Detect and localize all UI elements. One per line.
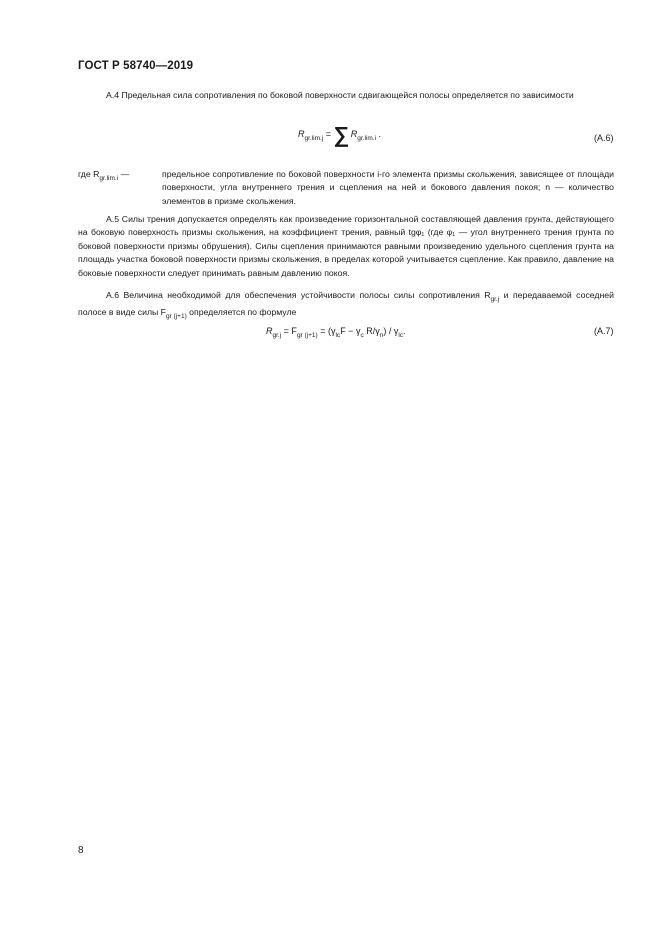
document-header: ГОСТ Р 58740—2019	[78, 60, 194, 72]
formula-a6: $R_{gr.lim.j}$ = ∑ $R_{gr.lim.i}$ .	[298, 122, 382, 147]
where-text: предельное сопротивление по боковой поверхности i-го элемента призмы скольжения, зависящее от площади поверхности, угла внутреннего трения и сцепления на ней и бокового давления покоя; n — количество элементов в призме скольжения.	[162, 169, 614, 206]
formula-a6-number: (А.6)	[594, 133, 614, 143]
formula-a7-f-sub: gr (j+1)	[296, 332, 318, 339]
formula-a7-end: .	[403, 326, 406, 336]
formula-a7-g4-sub: lc	[398, 332, 404, 339]
paragraph-a6	[78, 289, 614, 324]
page-number: 8	[78, 845, 84, 856]
formula-a7-number: (А.7)	[594, 326, 614, 336]
where-dash: —	[118, 169, 130, 179]
formula-a7-lhs: R	[266, 326, 273, 336]
formula-a7	[266, 326, 406, 339]
paragraph-a5	[78, 213, 614, 280]
formula-a7-rhs3: R/γ	[363, 326, 380, 336]
where-block	[78, 168, 614, 208]
paragraph-a6-sub2: gr (j+1)	[165, 313, 187, 321]
formula-a6-rhs: R	[350, 129, 358, 139]
paragraph-a6-part2: и передаваемой соседней полосе в виде силы F	[78, 290, 614, 318]
paragraph-a6-part1: А.6 Величина необходимой для обеспечения устойчивости полосы силы сопротивления R	[106, 290, 491, 300]
where-label	[78, 168, 129, 185]
formula-a7-lhs-sub: gr.j	[272, 332, 282, 339]
paragraph-a5-text: А.5 Силы трения допускается определять как произведение горизонтальной составляющей давления грунта, действующего на боковую поверхность призмы скольжения, на коэффициент трения, равный tgφ₁ (где φ₁ — угол внутреннего трения грунта по боковой поверхности призмы обрушения). Силы сцепления принимаются равными произведению удельного сцепления грунта на площадь участка боковой поверхности призмы скольжения, в пределах которой учитывается сцепление. Как правило, давление на боковые поверхности следует принимать равным давлению покоя.	[78, 214, 614, 278]
paragraph-a4	[78, 89, 614, 102]
formula-a7-rhs: = (γ	[317, 326, 336, 336]
where-label-sub: gr.lim.i	[99, 175, 119, 182]
paragraph-a6-sub1: gr.j	[490, 296, 500, 303]
sum-symbol: ∑	[333, 122, 349, 147]
formula-a6-rhs-sub: gr.lim.i	[357, 135, 377, 142]
formula-a7-rhs4: ) / γ	[383, 326, 399, 336]
where-label-text: где R	[78, 169, 100, 179]
formula-a6-lhs: R	[298, 129, 305, 139]
formula-a6-lhs-sub: gr.lim.j	[304, 135, 324, 142]
paragraph-a4-text: А.4 Предельная сила сопротивления по боковой поверхности сдвигающейся полосы определяется по зависимости	[106, 90, 574, 100]
formula-a7-eq: = F	[281, 326, 297, 336]
formula-a7-rhs2: F − γ	[340, 326, 361, 336]
formula-a7-g3-sub: n	[379, 332, 384, 339]
paragraph-a6-part3: определяется по формуле	[186, 307, 297, 318]
formula-a7-g1-sub: lc	[335, 332, 341, 339]
formula-a7-g2-sub: c	[360, 332, 364, 339]
